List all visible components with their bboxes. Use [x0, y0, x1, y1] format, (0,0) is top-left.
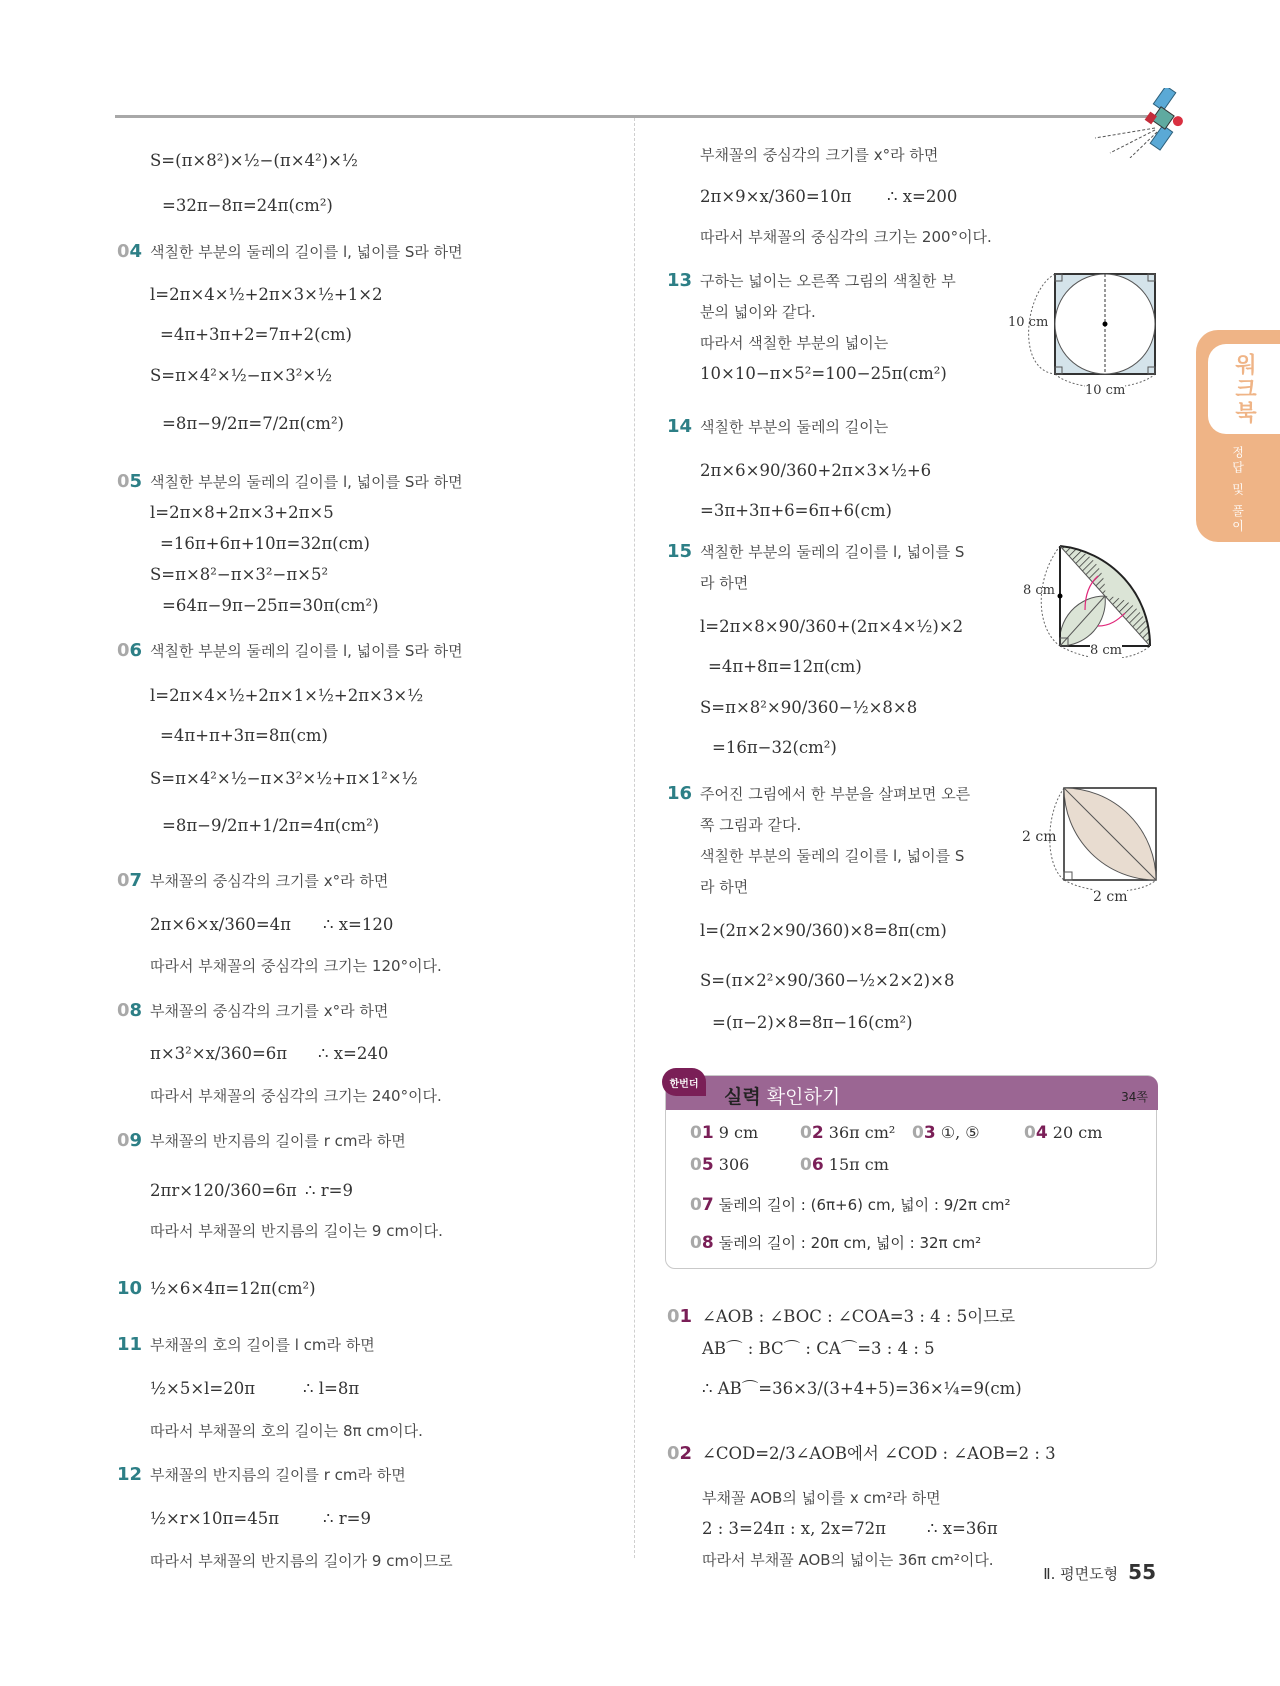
q16-s1: S=(π×2²×90/360−½×2×2)×8: [700, 971, 955, 990]
q08-intro: 부채꼴의 중심각의 크기를 x°라 하면: [150, 1002, 389, 1020]
cont12-intro: 부채꼴의 중심각의 크기를 x°라 하면: [700, 146, 939, 164]
q07-conclusion: 따라서 부채꼴의 중심각의 크기는 120°이다.: [150, 957, 442, 975]
answer-01: 01 9 cm: [690, 1123, 759, 1143]
sol01-line2: AB⌒ : BC⌒ : CA⌒=3 : 4 : 5: [702, 1339, 935, 1358]
answer-box-title: 실력 확인하기: [724, 1086, 841, 1108]
q06-l1: l=2π×4×½+2π×1×½+2π×3×½: [150, 686, 424, 705]
answer-box-badge: 한번더: [662, 1068, 706, 1096]
answer-box-page-ref: 34쪽: [1121, 1090, 1148, 1104]
q15-l1: l=2π×8×90/360+(2π×4×½)×2: [700, 617, 964, 636]
q04-s2: =8π−9/2π=7/2π(cm²): [162, 414, 344, 433]
q16-l1: l=(2π×2×90/360)×8=8π(cm): [700, 921, 947, 940]
q13-line1: 구하는 넓이는 오른쪽 그림의 색칠한 부: [700, 272, 956, 290]
q11-therefore: ∴ l=8π: [303, 1379, 360, 1398]
answer-02: 02 36π cm²: [800, 1123, 896, 1143]
q06-s1: S=π×4²×½−π×3²×½+π×1²×½: [150, 769, 418, 788]
q09-therefore: ∴ r=9: [305, 1181, 353, 1200]
solution-number-02: 02: [667, 1443, 693, 1464]
sol01-line1: ∠AOB : ∠BOC : ∠COA=3 : 4 : 5이므로: [702, 1307, 1016, 1326]
q16-figure-leaf-square: [1040, 780, 1170, 900]
q15-s1: S=π×8²×90/360−½×8×8: [700, 698, 918, 717]
q14-l2: =3π+3π+6=6π+6(cm): [700, 501, 892, 520]
q16-line2: 쪽 그림과 같다.: [700, 816, 802, 834]
answer-box-skill-check: [665, 1075, 1157, 1269]
q15-line1: 색칠한 부분의 둘레의 길이를 l, 넓이를 S: [700, 543, 965, 561]
question-number-13: 13: [667, 270, 693, 291]
q15-l2: =4π+8π=12π(cm): [708, 657, 862, 676]
cont12-therefore: ∴ x=200: [887, 187, 958, 206]
question-number-12: 12: [117, 1464, 143, 1485]
q11-eq: ½×5×l=20π: [150, 1379, 256, 1398]
solution-number-01: 01: [667, 1306, 693, 1327]
q13-line3: 따라서 색칠한 부분의 넓이는: [700, 334, 889, 352]
cont03-line2: =32π−8π=24π(cm²): [162, 196, 333, 215]
q06-l2: =4π+π+3π=8π(cm): [160, 726, 328, 745]
answer-07: 07 둘레의 길이 : (6π+6) cm, 넓이 : 9/2π cm²: [690, 1195, 1011, 1215]
side-tab-title-box: [1208, 344, 1280, 434]
q04-intro: 색칠한 부분의 둘레의 길이를 l, 넓이를 S라 하면: [150, 243, 463, 261]
q16-fig-side-label: 2 cm: [1022, 829, 1057, 845]
question-number-06: 06: [117, 640, 143, 661]
sol02-line2: 부채꼴 AOB의 넓이를 x cm²라 하면: [702, 1489, 941, 1507]
question-number-10: 10: [117, 1278, 143, 1299]
q15-fig-bottom-label: 8 cm: [1090, 640, 1122, 662]
side-tab-subtitle-box: [1196, 446, 1280, 536]
q11-conclusion: 따라서 부채꼴의 호의 길이는 8π cm이다.: [150, 1422, 423, 1440]
top-rule: [115, 115, 1150, 118]
q04-s1: S=π×4²×½−π×3²×½: [150, 366, 333, 385]
question-number-07: 07: [117, 870, 143, 891]
answer-06: 06 15π cm: [800, 1155, 889, 1175]
q12-therefore: ∴ r=9: [323, 1509, 371, 1528]
q09-eq: 2πr×120/360=6π: [150, 1181, 297, 1200]
question-number-11: 11: [117, 1334, 143, 1355]
q09-intro: 부채꼴의 반지름의 길이를 r cm라 하면: [150, 1132, 406, 1150]
side-tab-title: 워크북: [1231, 353, 1257, 425]
cont12-eq: 2π×9×x/360=10π: [700, 187, 852, 206]
question-number-05: 05: [117, 471, 143, 492]
sol02-line1: ∠COD=2/3∠AOB에서 ∠COD : ∠AOB=2 : 3: [702, 1444, 1056, 1463]
q10-eq: ½×6×4π=12π(cm²): [150, 1279, 316, 1298]
side-tab-subtitle: 정답 및 풀이: [1230, 446, 1245, 535]
q07-therefore: ∴ x=120: [323, 915, 394, 934]
side-tab: [1196, 330, 1280, 542]
q12-intro: 부채꼴의 반지름의 길이를 r cm라 하면: [150, 1466, 406, 1484]
q05-s1: S=π×8²−π×3²−π×5²: [150, 565, 329, 584]
q12-conclusion: 따라서 부채꼴의 반지름의 길이가 9 cm이므로: [150, 1552, 453, 1570]
q16-s2: =(π−2)×8=8π−16(cm²): [712, 1013, 913, 1032]
q16-line4: 라 하면: [700, 878, 749, 896]
q05-intro: 색칠한 부분의 둘레의 길이를 l, 넓이를 S라 하면: [150, 473, 463, 491]
q08-eq: π×3²×x/360=6π: [150, 1044, 288, 1063]
chapter-label: Ⅱ. 평면도형: [1043, 1565, 1119, 1583]
cont12-conclusion: 따라서 부채꼴의 중심각의 크기는 200°이다.: [700, 228, 992, 246]
sol02-therefore: ∴ x=36π: [927, 1519, 998, 1538]
q15-line2: 라 하면: [700, 574, 749, 592]
q05-l1: l=2π×8+2π×3+2π×5: [150, 503, 334, 522]
q14-l1: 2π×6×90/360+2π×3×½+6: [700, 461, 932, 480]
q04-l1: l=2π×4×½+2π×3×½+1×2: [150, 285, 383, 304]
q12-eq: ½×r×10π=45π: [150, 1509, 280, 1528]
q16-line3: 색칠한 부분의 둘레의 길이를 l, 넓이를 S: [700, 847, 965, 865]
q15-s2: =16π−32(cm²): [712, 738, 837, 757]
q13-line4: 10×10−π×5²=100−25π(cm²): [700, 364, 947, 383]
q13-fig-side-label: 10 cm: [1008, 315, 1049, 330]
q14-intro: 색칠한 부분의 둘레의 길이는: [700, 418, 889, 436]
answer-05: 05 306: [690, 1155, 750, 1175]
answer-03: 03 ①, ⑤: [912, 1123, 980, 1143]
q16-line1: 주어진 그림에서 한 부분을 살펴보면 오른: [700, 785, 971, 803]
cont03-line1: S=(π×8²)×½−(π×4²)×½: [150, 151, 358, 170]
sol01-line3: ∴ AB⌒=36×3/(3+4+5)=36×¼=9(cm): [702, 1379, 1022, 1398]
q13-fig-bottom-label: 10 cm: [1085, 380, 1125, 402]
answer-08: 08 둘레의 길이 : 20π cm, 넓이 : 32π cm²: [690, 1233, 982, 1253]
question-number-16: 16: [667, 783, 693, 804]
answer-04: 04 20 cm: [1024, 1123, 1103, 1143]
q06-s2: =8π−9/2π+1/2π=4π(cm²): [162, 816, 380, 835]
column-divider: [634, 118, 635, 1558]
q16-fig-bottom-label: 2 cm: [1093, 886, 1127, 908]
q07-intro: 부채꼴의 중심각의 크기를 x°라 하면: [150, 872, 389, 890]
q08-conclusion: 따라서 부채꼴의 중심각의 크기는 240°이다.: [150, 1087, 442, 1105]
q05-s2: =64π−9π−25π=30π(cm²): [162, 596, 379, 615]
q07-eq: 2π×6×x/360=4π: [150, 915, 292, 934]
q13-line2: 분의 넓이와 같다.: [700, 303, 816, 321]
question-number-14: 14: [667, 416, 693, 437]
question-number-04: 04: [117, 241, 143, 262]
sol02-line4: 따라서 부채꼴 AOB의 넓이는 36π cm²이다.: [702, 1551, 994, 1569]
question-number-15: 15: [667, 541, 693, 562]
q06-intro: 색칠한 부분의 둘레의 길이를 l, 넓이를 S라 하면: [150, 642, 463, 660]
sol02-line3: 2 : 3=24π : x, 2x=72π: [702, 1519, 887, 1538]
q08-therefore: ∴ x=240: [318, 1044, 389, 1063]
satellite-icon: [1085, 88, 1185, 158]
page-number: 55: [1128, 1560, 1156, 1584]
q05-l2: =16π+6π+10π=32π(cm): [160, 534, 370, 553]
question-number-09: 09: [117, 1130, 143, 1151]
question-number-08: 08: [117, 1000, 143, 1021]
q15-fig-side-label: 8 cm: [1023, 583, 1056, 598]
answer-box-header: [666, 1076, 1158, 1110]
page-footer: [1043, 1560, 1156, 1584]
q04-l2: =4π+3π+2=7π+2(cm): [160, 325, 352, 344]
q09-conclusion: 따라서 부채꼴의 반지름의 길이는 9 cm이다.: [150, 1222, 443, 1240]
q11-intro: 부채꼴의 호의 길이를 l cm라 하면: [150, 1336, 375, 1354]
